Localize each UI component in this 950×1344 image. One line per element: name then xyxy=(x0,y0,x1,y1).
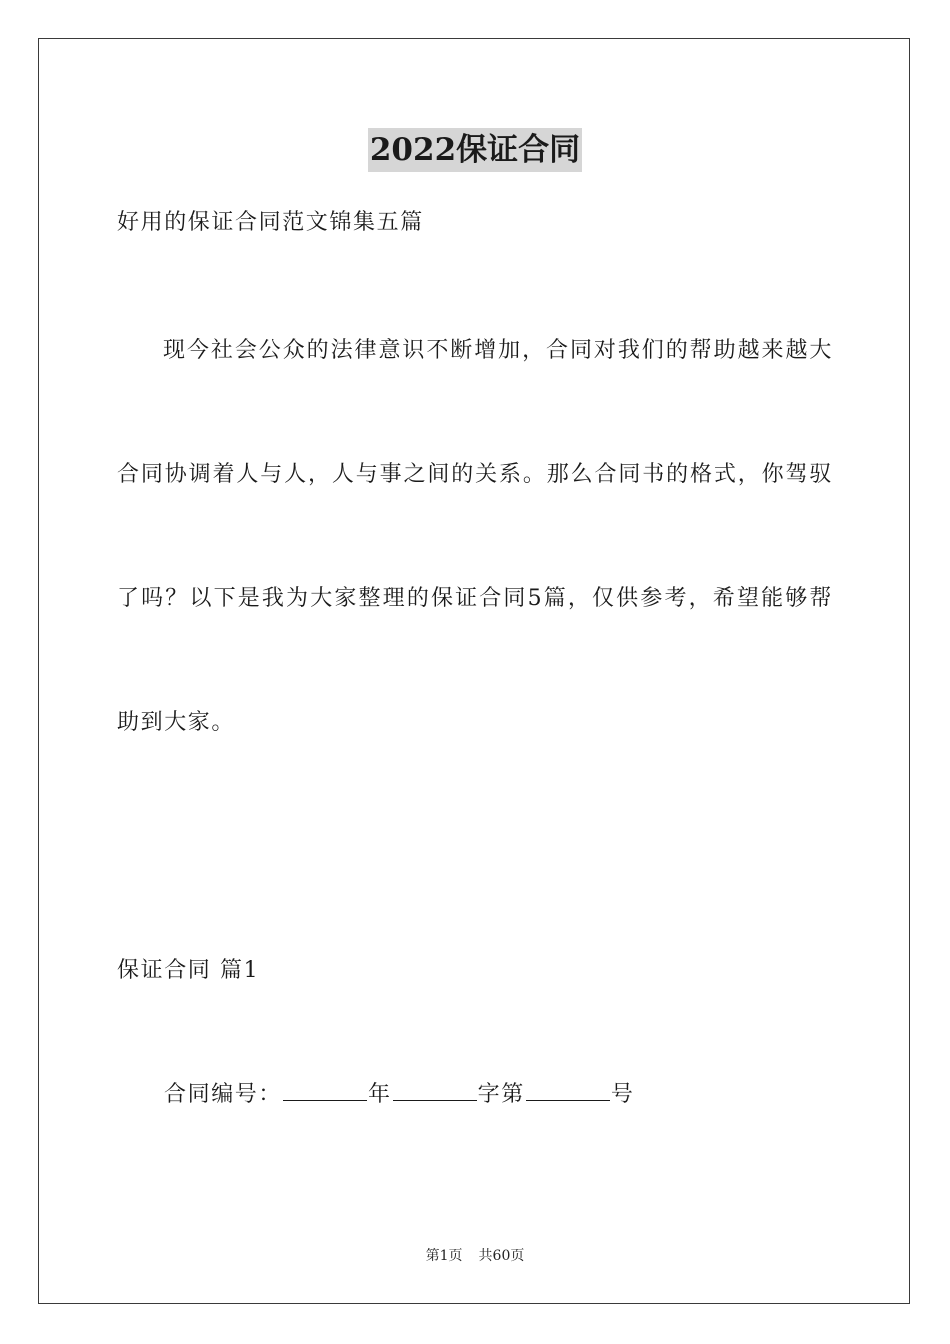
page-total: 共60页 xyxy=(478,1248,525,1264)
contract-number-line xyxy=(164,1080,634,1110)
document-title-wrap xyxy=(0,128,950,172)
section-heading: 保证合同 篇1 xyxy=(117,958,260,983)
document-title: 2022保证合同 xyxy=(368,128,582,172)
contract-year-blank xyxy=(283,1080,367,1101)
contract-number-blank xyxy=(526,1080,610,1101)
intro-paragraph: 现今社会公众的法律意识不断增加，合同对我们的帮助越来越大合同协调着人与人，人与事之间的关系。那么合同书的格式，你驾驭了吗？以下是我为大家整理的保证合同5篇，仅供参考，希望能够帮助到大家。 xyxy=(117,338,833,735)
contract-year-suffix: 年 xyxy=(368,1082,392,1107)
contract-word-suffix: 字第 xyxy=(477,1082,525,1107)
document-subtitle: 好用的保证合同范文锦集五篇 xyxy=(117,210,424,235)
page-number: 第1页 xyxy=(425,1248,463,1264)
contract-word-blank xyxy=(393,1080,477,1101)
page-footer xyxy=(0,1246,950,1266)
contract-number-label: 合同编号： xyxy=(164,1082,283,1107)
contract-number-suffix: 号 xyxy=(610,1082,635,1107)
